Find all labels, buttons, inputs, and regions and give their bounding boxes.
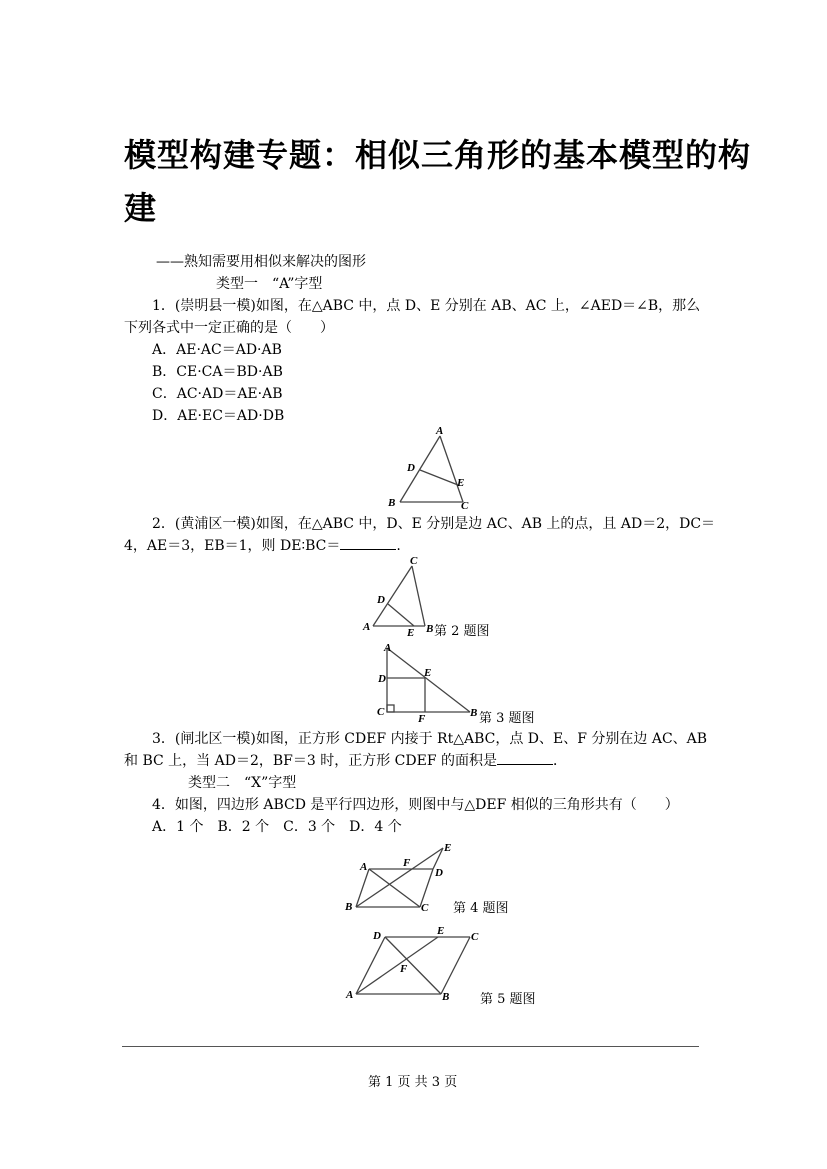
page-title-line2: 建 xyxy=(124,189,158,227)
caption-fig2: 第 2 题图 xyxy=(434,624,490,639)
section-type1: 类型一 “A”字型 xyxy=(216,276,323,292)
fig4-label-d: D xyxy=(435,867,443,879)
q3-stem-end: ． xyxy=(552,753,567,769)
fig1-label-e: E xyxy=(457,477,465,489)
fig2-label-a: A xyxy=(363,621,371,633)
q2-answer-blank xyxy=(340,535,396,550)
fig5-label-c: C xyxy=(471,931,479,943)
fig3-label-b: B xyxy=(470,707,478,719)
q3-stem-line1: 3．(闸北区一模)如图，正方形 CDEF 内接于 Rt△ABC，点 D、E、F 分别在边 AC、AB xyxy=(152,731,708,747)
fig2-label-b: B xyxy=(426,623,434,635)
fig4-label-a: A xyxy=(360,861,368,873)
fig3-label-f: F xyxy=(418,713,426,725)
fig2-label-e: E xyxy=(407,627,415,639)
q2-stem-text: 4，AE＝3，EB＝1，则 DE∶BC＝ xyxy=(124,538,341,554)
caption-fig5: 第 5 题图 xyxy=(480,992,536,1007)
q4-stem-line1: 4．如图，四边形 ABCD 是平行四边形，则图中与△DEF 相似的三角形共有（ ） xyxy=(152,797,679,813)
fig1-label-c: C xyxy=(461,500,469,512)
fig5-label-a: A xyxy=(346,989,354,1001)
fig4-label-e: E xyxy=(444,842,452,854)
fig4-label-c: C xyxy=(421,902,429,914)
q4-options: A．1 个 B．2 个 C．3 个 D．4 个 xyxy=(152,819,402,835)
caption-fig3: 第 3 题图 xyxy=(479,711,535,726)
q1-option-b: B．CE·CA＝BD·AB xyxy=(152,364,283,380)
fig3-label-e: E xyxy=(424,667,432,679)
q1-option-a: A．AE·AC＝AD·AB xyxy=(152,342,282,358)
fig4-label-b: B xyxy=(345,901,353,913)
fig1-label-d: D xyxy=(407,462,415,474)
fig5-label-b: B xyxy=(442,991,450,1003)
section-type2: 类型二 “X”字型 xyxy=(188,775,297,791)
q1-stem-line1: 1．(崇明县一模)如图，在△ABC 中，点 D、E 分别在 AB、AC 上，∠AED＝∠B，那么 xyxy=(152,298,701,314)
fig5-label-e: E xyxy=(437,925,445,937)
q1-stem-line2: 下列各式中一定正确的是（ ） xyxy=(124,320,334,336)
q3-stem-line2 xyxy=(124,750,567,772)
fig3-label-a: A xyxy=(384,642,392,654)
q3-answer-blank xyxy=(497,750,553,765)
page-title-line1: 模型构建专题：相似三角形的基本模型的构 xyxy=(124,136,752,174)
figure-q3-square-in-triangle xyxy=(370,640,490,726)
q2-stem-line1: 2．(黄浦区一模)如图，在△ABC 中，D、E 分别是边 AC、AB 上的点，且 AD＝2，DC＝ xyxy=(152,516,716,532)
figure-q4-parallelogram xyxy=(340,838,460,918)
fig1-label-a: A xyxy=(436,425,444,437)
fig4-label-f: F xyxy=(403,857,411,869)
fig2-label-c: C xyxy=(410,555,418,567)
subtitle: ——熟知需要用相似来解决的图形 xyxy=(156,254,366,270)
fig3-label-c: C xyxy=(377,706,385,718)
q2-stem-end: . xyxy=(396,538,401,554)
fig5-label-f: F xyxy=(400,963,408,975)
footer-divider xyxy=(122,1046,699,1047)
page-footer: 第 1 页 共 3 页 xyxy=(368,1075,458,1090)
q1-option-d: D．AE·EC＝AD·DB xyxy=(152,408,285,424)
figure-q5-parallelogram xyxy=(340,924,490,1004)
q3-stem-text: 和 BC 上，当 AD＝2，BF＝3 时，正方形 CDEF 的面积是 xyxy=(124,753,497,769)
caption-fig4: 第 4 题图 xyxy=(453,901,509,916)
fig3-label-d: D xyxy=(378,673,386,685)
figure-q1-triangle xyxy=(380,422,480,512)
fig1-label-b: B xyxy=(388,497,396,509)
q1-option-c: C．AC·AD＝AE·AB xyxy=(152,386,283,402)
fig5-label-d: D xyxy=(373,930,381,942)
fig2-label-d: D xyxy=(377,594,385,606)
